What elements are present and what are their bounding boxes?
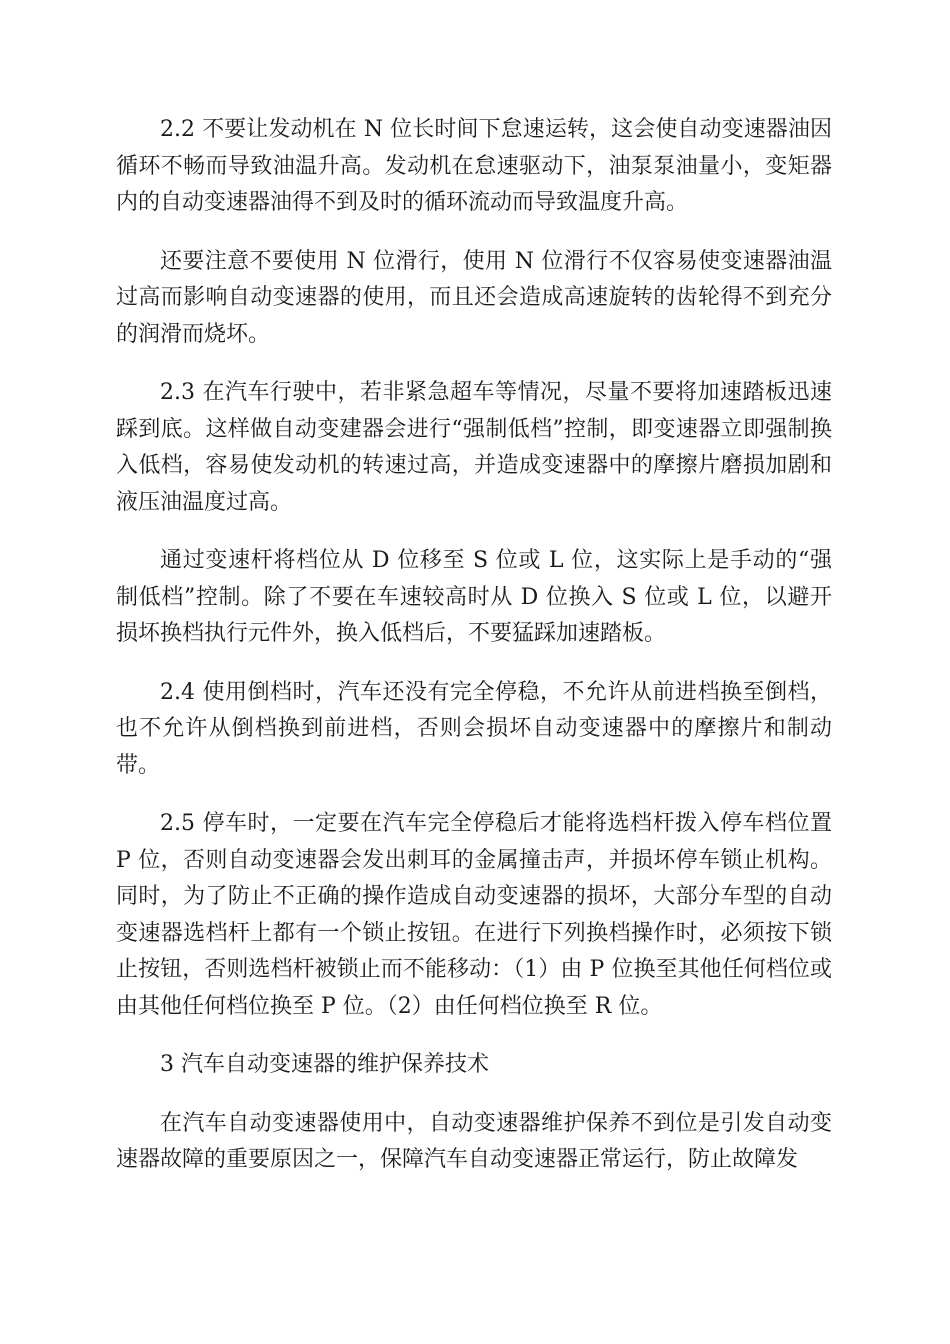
document-body [116,112,832,1201]
paragraph-2-4: 2.4 使用倒档时，汽车还没有完全停稳，不允许从前进档换至倒档，也不允许从倒档换到前进档，否则会损坏自动变速器中的摩擦片和制动带。 [116,679,832,778]
paragraph-maintenance-intro: 在汽车自动变速器使用中，自动变速器维护保养不到位是引发自动变速器故障的重要原因之一，保障汽车自动变速器正常运行，防止故障发 [116,1110,832,1172]
paragraph-forced-downshift: 通过变速杆将档位从 D 位移至 S 位或 L 位，这实际上是手动的“强制低档”控制。除了不要在车速较高时从 D 位换入 S 位或 L 位，以避开损坏换档执行元件外，换入低档后，不要猛踩加速踏板。 [116,548,832,646]
section-heading-3: 3 汽车自动变速器的维护保养技术 [160,1052,489,1077]
paragraph-2-5: 2.5 停车时，一定要在汽车完全停稳后才能将选档杆拨入停车档位置 P 位，否则自动变速器会发出刺耳的金属撞击声，并损坏停车锁止机构。同时，为了防止不正确的操作造成自动变速器的损坏，大部分车型的自动变速器选档杆上都有一个锁止按钮。在进行下列换档操作时，必须按下锁止按钮，否则选档杆被锁止而不能移动：（1）由 P 位换至其他任何档位或由其他任何档位换至 P 位。（2）由任何档位换至 R 位。 [116,811,832,1019]
paragraph-n-gear-coasting: 还要注意不要使用 N 位滑行，使用 N 位滑行不仅容易使变速器油温过高而影响自动变速器的使用，而且还会造成高速旋转的齿轮得不到充分的润滑而烧坏。 [116,248,832,347]
paragraph-2-2: 2.2 不要让发动机在 N 位长时间下怠速运转，这会使自动变速器油因循环不畅而导致油温升高。发动机在怠速驱动下，油泵泵油量小，变矩器内的自动变速器油得不到及时的循环流动而导致温度升高。 [116,117,832,215]
paragraph-2-3: 2.3 在汽车行驶中，若非紧急超车等情况，尽量不要将加速踏板迅速踩到底。这样做自动变建器会进行“强制低档”控制，即变速器立即强制换入低档，容易使发动机的转速过高，并造成变速器中的摩擦片磨损加剧和液压油温度过高。 [116,380,832,515]
